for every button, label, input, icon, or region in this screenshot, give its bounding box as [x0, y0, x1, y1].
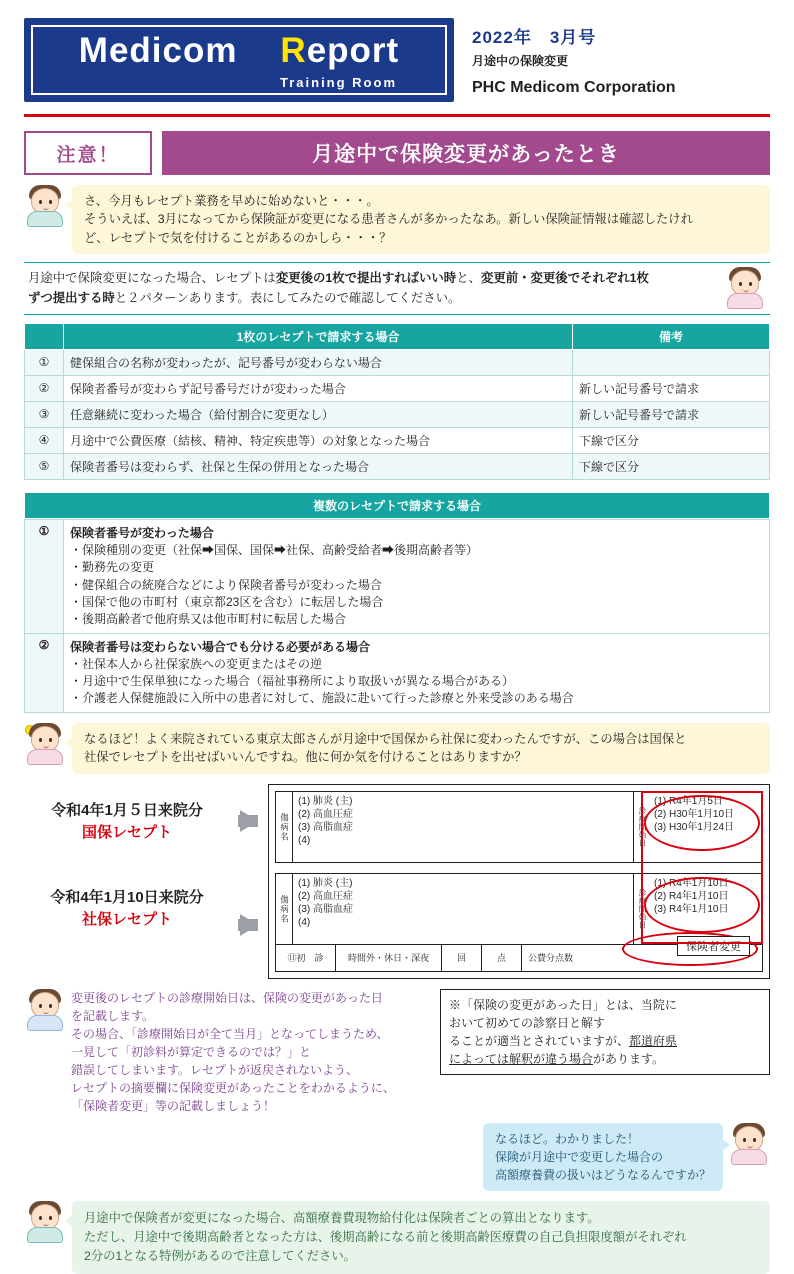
table-row [25, 375, 770, 401]
note-line-1: ※「保険の変更があった日」とは、当院に [449, 997, 677, 1012]
diagnosis-item: (3) 高脂血症 [298, 904, 353, 916]
list-item: ・社保本人から社保家族への変更またはその逆 [70, 656, 323, 671]
second-question-bubble [483, 1123, 723, 1191]
insurer-change-badge: 保険者変更 [677, 936, 750, 956]
intro-speech-row [24, 185, 770, 254]
table-row [25, 453, 770, 479]
row-list [70, 542, 763, 629]
lower-left-line-5: 錯誤してしまいます。レセプトが返戻されないよう、 [71, 1062, 359, 1077]
list-item: ・健保組合の統廃合などにより保険者番号が変わった場合 [70, 577, 382, 592]
row-case: 健保組合の名称が変わったが、記号番号が変わらない場合 [64, 349, 573, 375]
logo-report-rest: eport [306, 31, 400, 70]
row-note: 新しい記号番号で請求 [573, 375, 770, 401]
question-speech-bubble [72, 723, 770, 774]
note-line-2: おいて初めての診察日と解す [449, 1015, 606, 1030]
diagram-label-1 [24, 800, 230, 844]
table-row [25, 401, 770, 427]
row-title: 保険者番号が変わった場合 [70, 525, 214, 540]
final-answer-line-2: ただし、月途中で後期高齢者となった方は、後期高齢になる前と後期高齢医療費の自己負担限度額がそれぞれ [84, 1229, 687, 1244]
receipt-diagnosis-list [293, 874, 633, 944]
receipt-forms [268, 784, 770, 979]
receipt-start-dates [650, 792, 762, 862]
row-title: 保険者番号は変わらない場合でも分ける必要がある場合 [70, 639, 371, 654]
diagnosis-item: (3) 高脂血症 [298, 822, 353, 834]
lower-left-line-6: レセプトの摘要欄に保険変更があったことをわかるように、 [71, 1080, 395, 1095]
lower-explanation-row [24, 989, 770, 1115]
corporation-name: PHC Medicom Corporation [472, 79, 676, 96]
row-note [573, 349, 770, 375]
question-line-2: 社保でレセプトを出せばいいんですね。他に何か気を付けることはありますか？ [84, 750, 527, 765]
header-meta [464, 18, 770, 102]
receipt-diagnosis-label: 傷病名 [276, 874, 293, 944]
note-line-4-underline: によっては解釈が違う場合 [449, 1051, 594, 1066]
final-answer-line-3: 2分の1となる特例があるので注意してください。 [84, 1248, 356, 1263]
row-index: ⑤ [25, 453, 64, 479]
diagram-label-2-kind: 社保レセプト [81, 911, 172, 928]
list-item: ・後期高齢者で他府県又は他市町村に転居した場合 [70, 612, 347, 627]
page-title: 月途中で保険変更があったとき [162, 131, 770, 175]
logo-medicom-text: Medicom [78, 31, 238, 70]
question2-line-3: 高額療養費の扱いはどうなるんですか？ [494, 1167, 711, 1182]
multi-receipt-table [24, 519, 770, 713]
footer-cell-shoshin: ⑪初 診 [276, 945, 336, 971]
logo-wordmark [27, 33, 451, 68]
col-case: 1枚のレセプトで請求する場合 [64, 323, 573, 349]
start-date-item: (2) R4年1月10日 [654, 890, 729, 902]
diagnosis-item: (4) [298, 917, 311, 929]
medicom-report-logo [24, 18, 454, 102]
page-header [24, 18, 770, 102]
col-note: 備考 [573, 323, 770, 349]
intro-speech-line-3: ど、レセプトで気を付けることがあるのかしら・・・？ [84, 230, 392, 245]
list-item: ・勤務先の変更 [70, 560, 155, 575]
start-date-item: (1) R4年1月10日 [654, 877, 729, 889]
row-index: ② [25, 375, 64, 401]
diagnosis-item: (1) 肺炎 (主) [298, 877, 353, 889]
diagnosis-item: (2) 高血圧症 [298, 808, 353, 820]
issue-topic: 月途中の保険変更 [472, 54, 569, 68]
table-row [25, 519, 770, 633]
avatar-clerk-idea-icon [24, 723, 66, 765]
note-line-4-text: があります。 [593, 1051, 665, 1066]
diagram-label-1-date: 令和4年1月５日来院分 [51, 801, 203, 819]
table-row [25, 427, 770, 453]
diagram-label-1-kind: 国保レセプト [81, 823, 172, 841]
row-index: ① [25, 519, 64, 633]
table-row [25, 349, 770, 375]
multi-receipt-header: 複数のレセプトで請求する場合 [24, 492, 770, 519]
diagnosis-item: (2) 高血圧症 [298, 890, 353, 902]
diagram-arrows [230, 784, 268, 936]
note-line-4 [449, 1050, 761, 1068]
footer-cell-jikangai: 時間外・休日・深夜 [336, 945, 442, 971]
question2-line-1: なるほど。わかりました！ [494, 1131, 639, 1146]
intro-speech-line-1: さ、今月もレセプト業務を早めに始めないと・・・。 [84, 194, 379, 208]
row-content [64, 633, 770, 712]
row-case: 保険者番号は変わらず、社保と生保の併用となった場合 [64, 453, 573, 479]
intro-note [24, 262, 770, 314]
intro-note-part-1: 月途中で保険変更になった場合、レセプトは [28, 271, 276, 286]
row-case: 保険者番号が変わらず記号番号だけが変わった場合 [64, 375, 573, 401]
start-date-item: (1) R4年1月5日 [654, 795, 723, 807]
question2-line-2: 保険が月途中で変更した場合の [494, 1149, 663, 1164]
intro-note-bold-1: 変更後の1枚で提出すればいい時 [275, 271, 457, 286]
row-case: 任意継続に変わった場合（給付割合に変更なし） [64, 401, 573, 427]
lower-left-text [71, 989, 395, 1115]
caution-badge: 注意！ [24, 131, 152, 175]
diagnosis-item: (1) 肺炎 (主) [298, 795, 353, 807]
final-answer-line-1: 月途中で保険者が変更になった場合、高額療養費現物給付化は保険者ごとの算出となります。 [84, 1210, 600, 1225]
intro-speech-line-2: そういえば、3月になってから保険証が変更になる患者さんが多かったなあ。新しい保険証情報は確認したけれ [84, 212, 693, 227]
table-row [25, 633, 770, 712]
question-speech-row [24, 723, 770, 774]
footer-cell-ten: 点 [482, 945, 522, 971]
lower-left-line-4: 一見して「初診料が算定できるのでは？」と [71, 1044, 312, 1059]
intro-note-part-2: と、 [456, 271, 481, 286]
start-date-item: (3) R4年1月10日 [654, 904, 729, 916]
row-list [70, 656, 763, 708]
list-item: ・介護老人保健施設に入所中の患者に対して、施設に赴いて行った診療と外来受診のある場合 [70, 691, 574, 706]
footer-cell-kohi: 公費分点数 [528, 953, 574, 964]
avatar-clerk-question-icon [728, 1123, 770, 1165]
lower-left-line-7: 「保険者変更」等の記載しましょう！ [71, 1098, 276, 1113]
row-index: ① [25, 349, 64, 375]
diagram-label-2 [24, 887, 230, 931]
avatar-nurse-icon [24, 185, 66, 227]
logo-subtitle: Training Room [280, 75, 397, 90]
note-line-3-underline: 都道府県 [629, 1033, 678, 1048]
avatar-clerk-icon [724, 267, 766, 309]
header-divider [24, 114, 770, 117]
arrow-right-icon [240, 914, 258, 936]
avatar-doctor-icon [24, 989, 66, 1031]
second-question-row [24, 1123, 770, 1191]
intro-note-part-3: と２パターンあります。表にしてみたので確認してください。 [114, 290, 461, 305]
diagram-label-2-date: 令和4年1月10日来院分 [50, 889, 204, 907]
row-case: 月途中で公費医療（結核、精神、特定疾患等）の対象となった場合 [64, 427, 573, 453]
lower-left-line-2: を記載します。 [71, 1008, 155, 1023]
row-index: ③ [25, 401, 64, 427]
logo-report-r: R [280, 31, 307, 70]
question-line-1: なるほど！よく来院されている東京太郎さんが月途中で国保から社保に変わったんですが、この場合は国保と [84, 731, 687, 746]
final-answer-row [24, 1201, 770, 1274]
receipt-diagnosis-list [293, 792, 633, 862]
list-item: ・月途中で生保単独になった場合（福祉事務所により取扱いが異なる場合がある） [70, 674, 515, 689]
note-line-3 [449, 1032, 761, 1050]
row-index: ② [25, 633, 64, 712]
diagram-labels [24, 784, 230, 975]
single-receipt-table [24, 323, 770, 480]
start-date-item: (2) H30年1月10日 [654, 808, 735, 820]
avatar-nurse-answer-icon [24, 1201, 66, 1243]
intro-speech-bubble [72, 185, 770, 254]
receipt-start-date-label: 診療開始日 [633, 792, 650, 862]
lower-left-line-1: 変更後のレセプトの診療開始日は、保険の変更があった日 [71, 990, 383, 1005]
row-note: 新しい記号番号で請求 [573, 401, 770, 427]
intro-note-bold-2: 変更前・変更後でそれぞれ1枚 [480, 271, 649, 286]
intro-note-bold-3: ずつ提出する時 [28, 290, 115, 305]
receipt-start-date-label: 診療開始日 [633, 874, 650, 944]
receipt-form-kokuho [275, 791, 763, 863]
start-date-item: (3) H30年1月24日 [654, 822, 735, 834]
list-item: ・国保で他の市町村（東京都23区を含む）に転居した場合 [70, 594, 384, 609]
row-content [64, 519, 770, 633]
receipt-footer-row [275, 940, 763, 972]
row-note: 下線で区分 [573, 427, 770, 453]
receipt-diagnosis-label: 傷病名 [276, 792, 293, 862]
issue-date: 2022年 3月号 [472, 28, 597, 47]
footer-cell-kai: 回 [442, 945, 482, 971]
diagnosis-item: (4) [298, 835, 311, 847]
row-note: 下線で区分 [573, 453, 770, 479]
list-item: ・保険種別の変更（社保➡国保、国保➡社保、高齢受給者➡後期高齢者等） [70, 542, 479, 557]
prefecture-note-box [440, 989, 770, 1075]
lower-left-block [24, 989, 432, 1115]
final-answer-bubble [72, 1201, 770, 1274]
receipt-diagram [24, 784, 770, 979]
title-bar [24, 131, 770, 175]
col-index [25, 323, 64, 349]
row-index: ④ [25, 427, 64, 453]
lower-left-line-3: その場合、「診療開始日が全て当月」となってしまうため、 [71, 1026, 389, 1041]
table-header-row [25, 323, 770, 349]
note-line-3-text: ることが適当とされていますが、 [449, 1033, 630, 1048]
arrow-right-icon [240, 810, 258, 832]
